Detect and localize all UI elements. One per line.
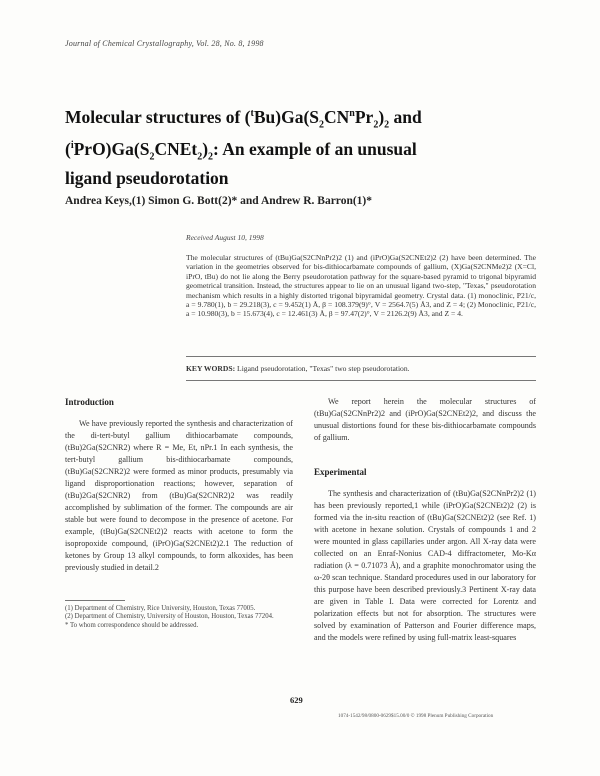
footnote-rule — [65, 600, 125, 601]
footnote-2: (2) Department of Chemistry, University of Houston, Houston, Texas 77204. — [65, 613, 274, 621]
introduction-body: We have previously reported the synthesis and characterization of the di-tert-butyl gallium dithiocarbamate compounds, (tBu)2Ga(S2CNR2) where R = Me, Et, nPr.1 In each synthesis, the tert-butyl gallium bis-dithiocarbamate compounds, (tBu)Ga(S2CNR2)2 were formed as minor products, presumably via ligand disproportionation reactions; however, separation of (tBu)2Ga(S2CNR2) from (tBu)Ga(S2CNR2)2 was readily accomplished by sublimation of the former. The compounds are air stable but were found to decompose in the presence of acetone. For example, (tBu)Ga(S2CNEt2)2 reacts with acetone to form the isopropoxide compound, (iPrO)Ga(S2CNEt2)2.1 The reduction of ketones by Group 13 alkyl compounds, to form alkoxides, has been previously studied in detail.2 — [65, 419, 293, 572]
journal-header: Journal of Chemical Crystallography, Vol. 28, No. 8, 1998 — [65, 39, 264, 48]
experimental-body: The synthesis and characterization of (tBu)Ga(S2CNnPr2)2 (1) has been previously reported,1 while (iPrO)Ga(S2CNEt2)2 (2) is formed via the in-situ reaction of (tBu)Ga(S2CNEt2)2 (see Ref. 1) with acetone in hexane solution. Crystals of compounds 1 and 2 were mounted in glass capillaries under argon. All X-ray data were collected on an Enraf-Nonius CAD-4 diffractometer, Mo-Kα radiation (λ = 0.71073 Å), and a graphite monochromator using the ω-2θ scan technique. Standard procedures used in our laboratory for this purpose have been described previously.3 Pertinent X-ray data are given in Table I. Data were corrected for Lorentz and polarization effects but not for absorption. The structures were solved by examination of Patterson and Fourier difference maps, and the models were refined by using full-matrix least-squares — [314, 489, 536, 642]
article-title — [65, 103, 485, 189]
author-list: Andrea Keys,(1) Simon G. Bott(2)* and Andrew R. Barron(1)* — [65, 195, 372, 207]
keywords-text: Ligand pseudorotation, "Texas" two step pseudorotation. — [235, 364, 410, 373]
publisher-line: 1074-1542/98/0800-0629$15.00/0 © 1998 Plenum Publishing Corporation — [338, 713, 494, 719]
experimental-heading: Experimental — [314, 467, 367, 477]
received-date: Received August 10, 1998 — [186, 233, 264, 242]
title-line-1: Molecular structures of $(^tBu)Ga(S_2CN^nPr_2)_2$ and — [65, 106, 422, 131]
footnote-3: * To whom correspondence should be addressed. — [65, 621, 199, 629]
footnotes — [65, 605, 293, 630]
introduction-heading: Introduction — [65, 397, 114, 407]
keywords-top-rule — [186, 356, 536, 357]
title-line-3: ligand pseudorotation — [65, 167, 229, 188]
keywords — [186, 364, 536, 373]
footnote-1: (1) Department of Chemistry, Rice University, Houston, Texas 77005. — [65, 605, 256, 612]
page-number: 629 — [290, 695, 303, 705]
abstract: The molecular structures of (tBu)Ga(S2CNnPr2)2 (1) and (iPrO)Ga(S2CNEt2)2 (2) have been determined. The variation in the geometries observed for bis-dithiocarbamate compounds of gallium, (X)Ga(S2CNMe2)2 (X=Cl, iPrO, tBu) do not lie along the Berry pseudorotation pathway for the square-based pyramid to trigonal bipyramid geometrical transition. Instead, the structures appear to lie on an unusual ligand two-step, "Texas," pseudorotation mechanism which results in a highly distorted trigonal bipyramidal geometry. Crystal data. (1) monoclinic, P21/c, a = 9.780(1), b = 29.218(3), c = 9.452(1) Å, β = 108.379(9)°, V = 2564.7(5) Å3, and Z = 4; (2) Monoclinic, P21/c, a = 10.980(3), b = 15.673(4), c = 12.461(3) Å, β = 97.47(2)°, V = 2126.2(9) Å3, and Z = 4. — [186, 253, 536, 319]
keywords-bottom-rule — [186, 380, 536, 381]
title-line-2: $(^iPrO)Ga(S_2CNEt_2)_2$: An example of an unusual — [65, 139, 417, 163]
keywords-label: KEY WORDS: — [186, 364, 236, 373]
right-intro-paragraph: We report herein the molecular structures of (tBu)Ga(S2CNnPr2)2 and (iPrO)Ga(S2CNEt2)2, and discuss the unusual distortions found for these bis-dithiocarbamate compounds of gallium. — [314, 397, 536, 442]
